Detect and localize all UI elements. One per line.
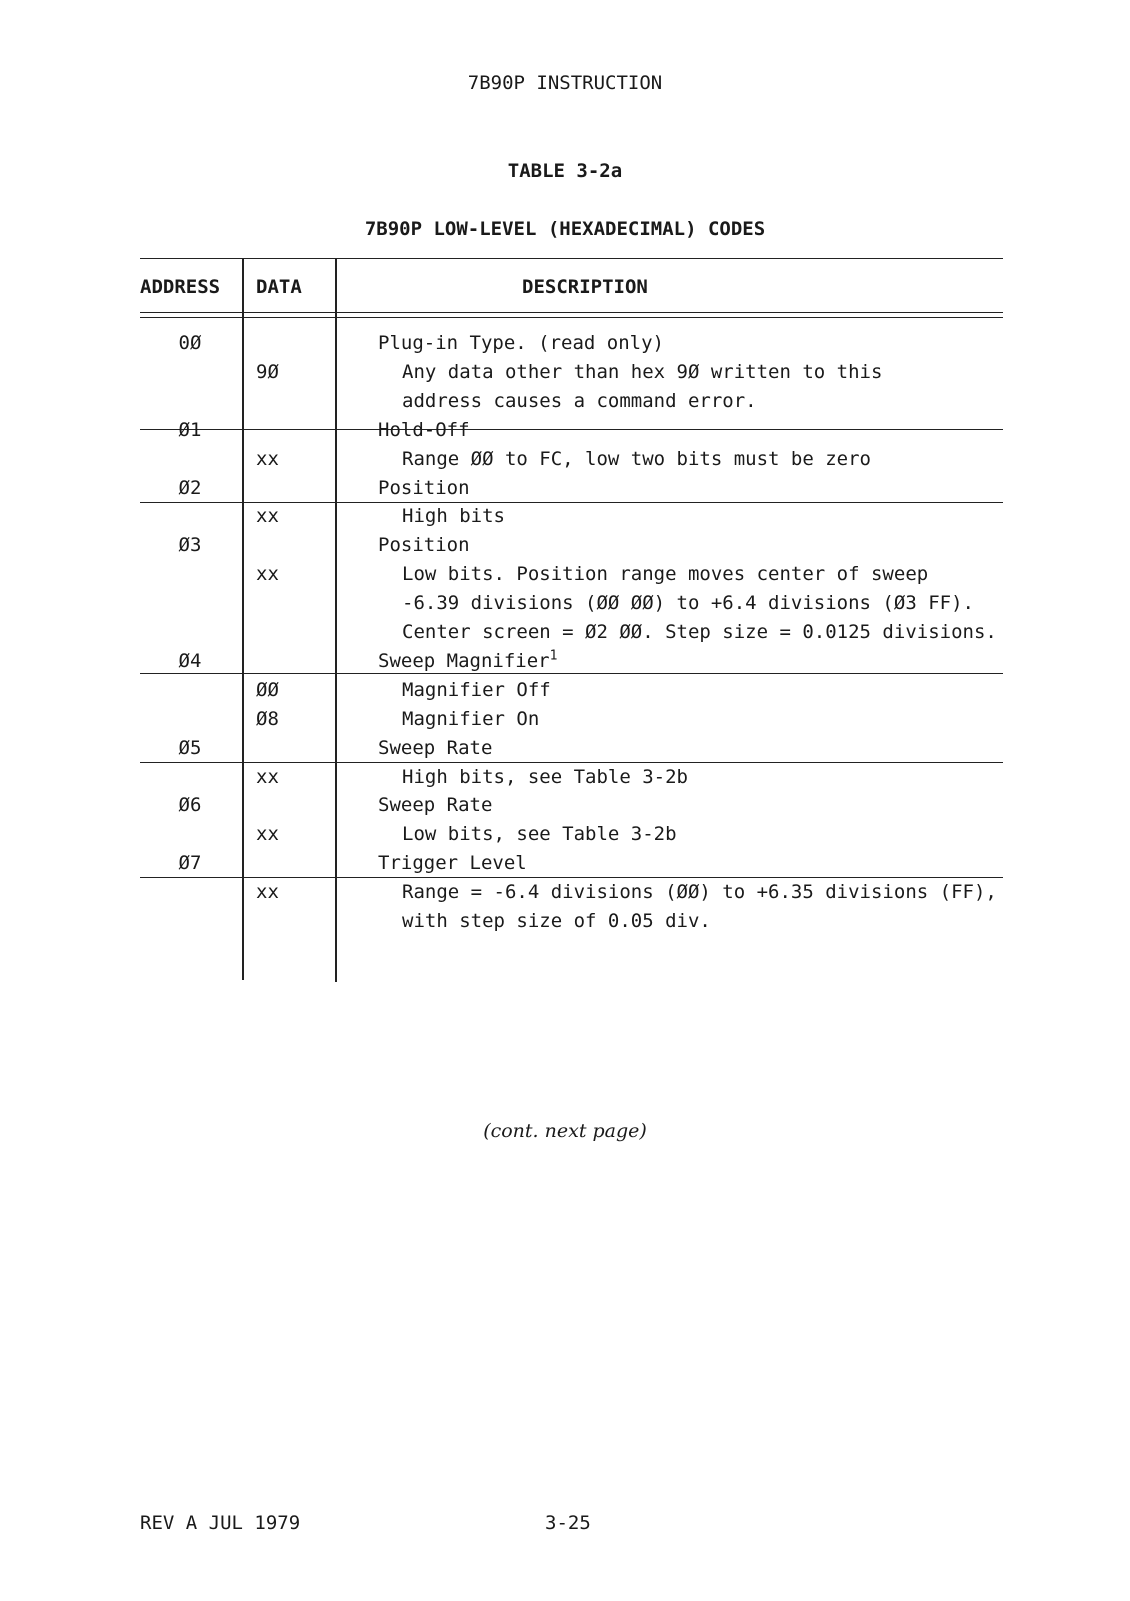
data-cell: xx <box>256 823 279 846</box>
description-text: Trigger Level <box>378 852 527 875</box>
description-cell <box>402 910 711 932</box>
description-text: Center screen = Ø2 ØØ. Step size = 0.0125 divisions. <box>402 621 997 643</box>
table-row <box>0 419 1130 448</box>
table-row <box>0 592 1130 621</box>
address-cell: Ø6 <box>178 794 202 817</box>
description-cell <box>402 505 505 527</box>
table-row <box>0 563 1130 592</box>
table-row <box>0 794 1130 823</box>
header-rule-2 <box>140 317 1003 318</box>
description-cell <box>402 621 997 643</box>
table-row <box>0 708 1130 737</box>
description-text: Sweep Rate <box>378 736 493 759</box>
description-cell <box>402 708 539 730</box>
address-cell: Ø7 <box>178 852 202 875</box>
description-text: Position <box>378 476 470 499</box>
description-text: Range ØØ to FC, low two bits must be zero <box>402 447 871 470</box>
footer-page-number: 3-25 <box>545 1512 591 1534</box>
description-text: Position <box>378 534 470 557</box>
address-cell: Ø3 <box>178 534 202 557</box>
description-cell <box>402 448 871 470</box>
description-text: Hold-Off <box>378 418 470 441</box>
description-text: High bits <box>402 505 505 528</box>
description-cell <box>378 794 492 816</box>
description-cell <box>378 650 557 672</box>
description-cell <box>378 737 492 759</box>
header-rule-1 <box>140 312 1003 313</box>
continuation-note: (cont. next page) <box>483 1120 647 1142</box>
data-cell: xx <box>256 447 279 470</box>
data-cell: 9Ø <box>256 360 279 383</box>
address-cell: Ø1 <box>178 418 202 441</box>
data-cell: xx <box>256 881 279 904</box>
page-header: 7B90P INSTRUCTION <box>467 72 663 94</box>
table-row <box>0 390 1130 419</box>
table-row <box>0 679 1130 708</box>
footnote-marker: 1 <box>549 648 558 664</box>
table-row <box>0 737 1130 766</box>
table-row <box>0 766 1130 795</box>
description-text: High bits, see Table 3-2b <box>402 765 688 788</box>
table-row <box>0 852 1130 881</box>
table-row <box>0 477 1130 506</box>
description-text: Range = -6.4 divisions (ØØ) to +6.35 divisions (FF), <box>402 881 997 904</box>
description-cell <box>378 332 664 354</box>
table-row <box>0 823 1130 852</box>
description-cell <box>378 534 470 556</box>
description-cell <box>402 881 997 903</box>
description-text: Low bits, see Table 3-2b <box>402 823 677 846</box>
footer-revision: REV A JUL 1979 <box>140 1512 301 1534</box>
description-text: Low bits. Position range moves center of sweep <box>402 563 929 586</box>
table-row <box>0 621 1130 650</box>
column-header-address: ADDRESS <box>140 276 221 298</box>
description-cell <box>402 592 974 614</box>
table-row <box>0 910 1130 939</box>
description-text: -6.39 divisions (ØØ ØØ) to +6.4 divisions (Ø3 FF). <box>402 592 974 615</box>
description-cell <box>402 563 928 585</box>
description-cell <box>402 390 757 412</box>
description-text: address causes a command error. <box>402 389 757 412</box>
table-row <box>0 881 1130 910</box>
data-cell: xx <box>256 563 279 586</box>
address-cell: Ø5 <box>178 736 202 759</box>
column-header-data: DATA <box>256 276 302 298</box>
address-cell: Ø2 <box>178 476 202 499</box>
description-cell <box>402 679 551 701</box>
data-cell: Ø8 <box>256 707 279 730</box>
table-row <box>0 361 1130 390</box>
table-row <box>0 534 1130 563</box>
description-text: Magnifier On <box>402 707 540 730</box>
description-text: Any data other than hex 9Ø written to this <box>402 360 883 383</box>
description-cell <box>378 852 527 874</box>
data-cell: xx <box>256 505 279 528</box>
description-cell <box>378 477 470 499</box>
table-row <box>0 448 1130 477</box>
description-text: Plug-in Type. (read only) <box>378 332 664 354</box>
description-text: Magnifier Off <box>402 678 551 701</box>
table-row <box>0 650 1130 679</box>
table-top-rule <box>140 258 1003 259</box>
description-cell <box>402 823 677 845</box>
description-cell <box>378 419 470 441</box>
address-cell: 0Ø <box>178 332 202 354</box>
data-cell: xx <box>256 765 279 788</box>
address-cell: Ø4 <box>178 649 202 672</box>
table-row <box>0 505 1130 534</box>
data-cell: ØØ <box>256 678 279 701</box>
table-row <box>0 332 1130 361</box>
description-text: Sweep Magnifier <box>378 649 550 672</box>
description-cell <box>402 766 688 788</box>
table-title: 7B90P LOW-LEVEL (HEXADECIMAL) CODES <box>364 218 766 240</box>
table-number: TABLE 3-2a <box>507 160 623 182</box>
description-text: Sweep Rate <box>378 794 493 817</box>
description-cell <box>402 361 882 383</box>
description-text: with step size of 0.05 div. <box>402 910 711 932</box>
column-header-description: DESCRIPTION <box>522 276 648 298</box>
